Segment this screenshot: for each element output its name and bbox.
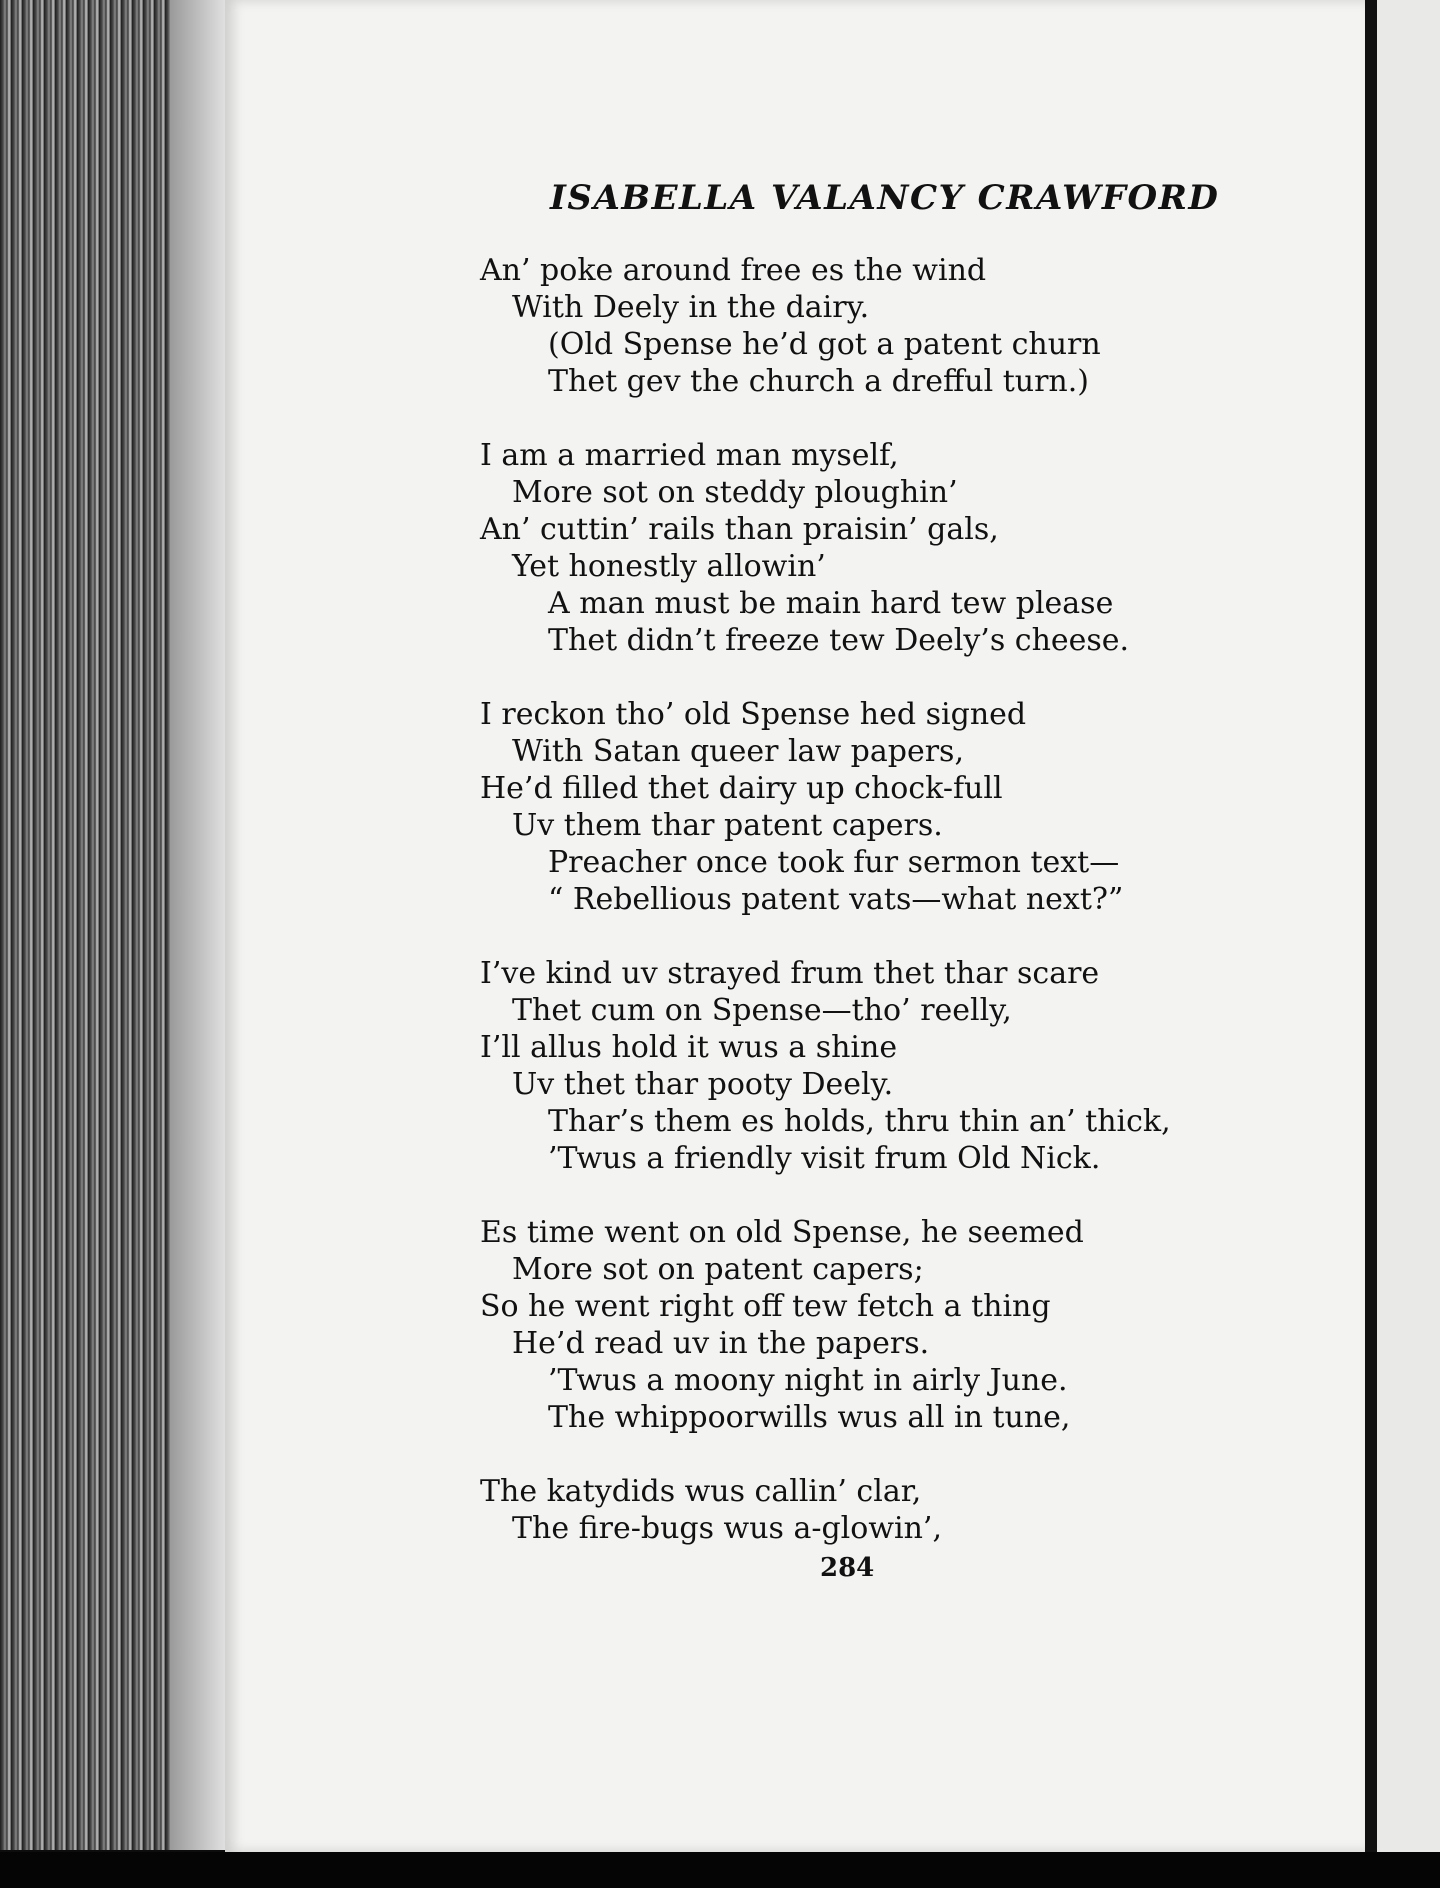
stanza-1 — [468, 252, 1348, 400]
poem-line: Thet cum on Spense—tho’ reelly, — [512, 993, 1012, 1028]
poem-line: The whippoorwills wus all in tune, — [548, 1400, 1071, 1435]
stanza-3 — [468, 696, 1348, 918]
poem-line: (Old Spense he’d got a patent churn — [548, 327, 1101, 362]
poem-line: A man must be main hard tew please — [548, 586, 1114, 621]
poem-line: ’Twus a friendly visit frum Old Nick. — [548, 1141, 1101, 1176]
poem-line: I’ve kind uv strayed frum thet thar scare — [480, 956, 1100, 991]
scan-border — [0, 1852, 1440, 1888]
poem-line: More sot on steddy ploughin’ — [512, 475, 958, 510]
poem-line: I reckon tho’ old Spense hed signed — [480, 697, 1027, 732]
page-edges — [0, 0, 230, 1850]
poem-body — [468, 252, 1348, 1584]
poem-line: With Satan queer law papers, — [512, 734, 964, 769]
poem-line: He’d filled thet dairy up chock-full — [480, 771, 1003, 806]
stanza-2 — [468, 437, 1348, 659]
poem-line: An’ poke around free es the wind — [480, 253, 987, 288]
poem-line: With Deely in the dairy. — [512, 290, 870, 325]
facing-page-edge — [1365, 0, 1440, 1888]
stanza-5 — [468, 1214, 1348, 1436]
poem-line: Uv thet thar pooty Deely. — [512, 1067, 894, 1102]
poem-line: I am a married man myself, — [480, 438, 899, 473]
poem-line: Thar’s them es holds, thru thin an’ thick, — [548, 1104, 1171, 1139]
poem-line: He’d read uv in the papers. — [512, 1326, 930, 1361]
poem-line: I’ll allus hold it wus a shine — [480, 1030, 898, 1065]
stanza-4 — [468, 955, 1348, 1177]
poem-line: So he went right off tew fetch a thing — [480, 1289, 1051, 1324]
poem-line: More sot on patent capers; — [512, 1252, 924, 1287]
poem-line: ’Twus a moony night in airly June. — [548, 1363, 1068, 1398]
stanza-6 — [468, 1473, 1348, 1547]
poem-line: Yet honestly allowin’ — [512, 549, 826, 584]
poem-line: Uv them thar patent capers. — [512, 808, 943, 843]
poem-line: Es time went on old Spense, he seemed — [480, 1215, 1084, 1250]
poem-line: An’ cuttin’ rails than praisin’ gals, — [480, 512, 999, 547]
poem-line: Thet didn’t freeze tew Deely’s cheese. — [548, 623, 1130, 658]
poem-line: The katydids wus callin’ clar, — [480, 1474, 922, 1509]
poem-line: The fire-bugs wus a-glowin’, — [512, 1511, 943, 1546]
poem-line: Preacher once took fur sermon text— — [548, 845, 1120, 880]
poem-line: “ Rebellious patent vats—what next?” — [548, 882, 1124, 917]
running-head: ISABELLA VALANCY CRAWFORD — [550, 178, 1220, 218]
poem-line: Thet gev the church a drefful turn.) — [548, 364, 1089, 399]
page-number: 284 — [820, 1553, 875, 1583]
